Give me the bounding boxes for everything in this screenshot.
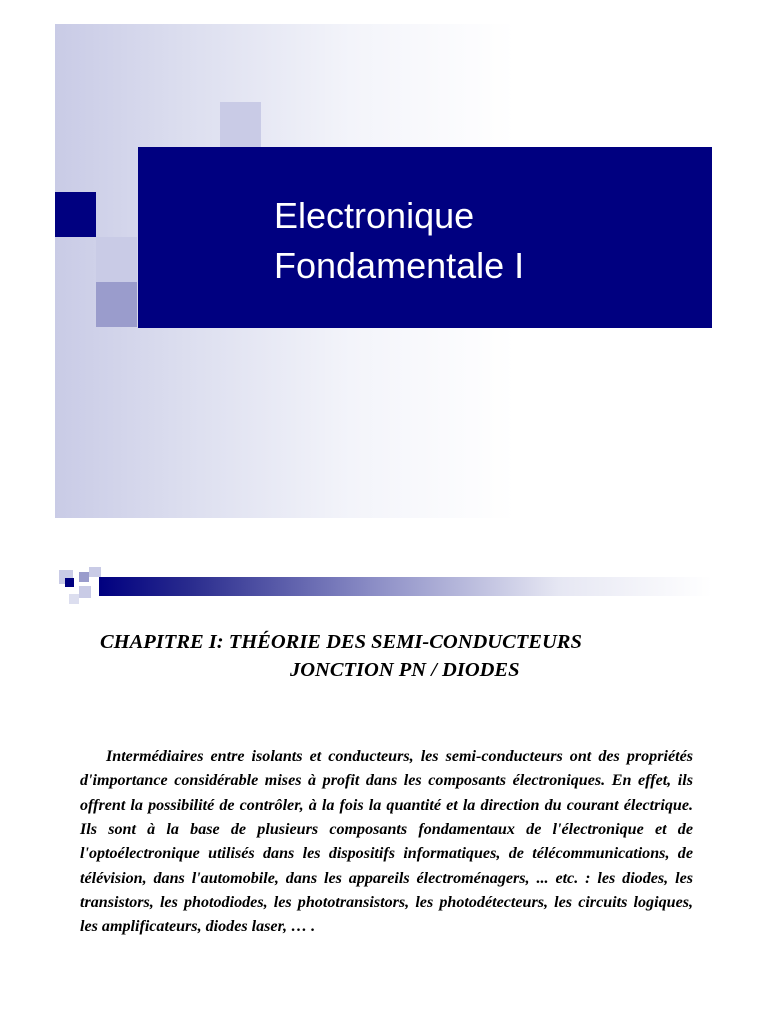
divider-square <box>65 578 74 587</box>
divider-square <box>79 572 89 582</box>
chapter-title: CHAPITRE I: THÉORIE DES SEMI-CONDUCTEURS <box>100 631 582 653</box>
slide-title <box>274 191 524 291</box>
title-slide <box>55 24 712 518</box>
chapter-heading <box>100 628 700 684</box>
decor-square <box>55 192 96 237</box>
intro-paragraph: Intermédiaires entre isolants et conducteurs, les semi-conducteurs ont des propriétés d'importance considérable mises à profit dans les composants électroniques. En effet, ils offrent la possibilité de contrôler, à la fois la quantité et la direction du courant électrique. Ils sont à la base de plusieurs composants fondamentaux de l'électronique et de l'optoélectronique utilisés dans les dispositifs informatiques, de télécommunications, de télévision, dans l'automobile, dans les appareils électroménagers, ... etc. : les diodes, les transistors, les photodiodes, les phototransistors, les photodétecteurs, les circuits logiques, les amplificateurs, diodes laser, … . <box>80 748 693 936</box>
title-band <box>138 147 712 328</box>
section-divider <box>55 566 712 608</box>
divider-gradient-bar <box>99 577 712 596</box>
decor-square <box>96 237 137 282</box>
slide-title-line-1: Electronique <box>274 195 475 236</box>
chapter-subtitle: JONCTION PN / DIODES <box>290 659 520 681</box>
divider-square <box>79 586 91 598</box>
divider-square <box>89 567 101 577</box>
slide-title-line-2: Fondamentale I <box>274 245 525 286</box>
divider-square <box>69 594 79 604</box>
decor-square <box>220 102 261 147</box>
decor-square <box>96 282 137 327</box>
